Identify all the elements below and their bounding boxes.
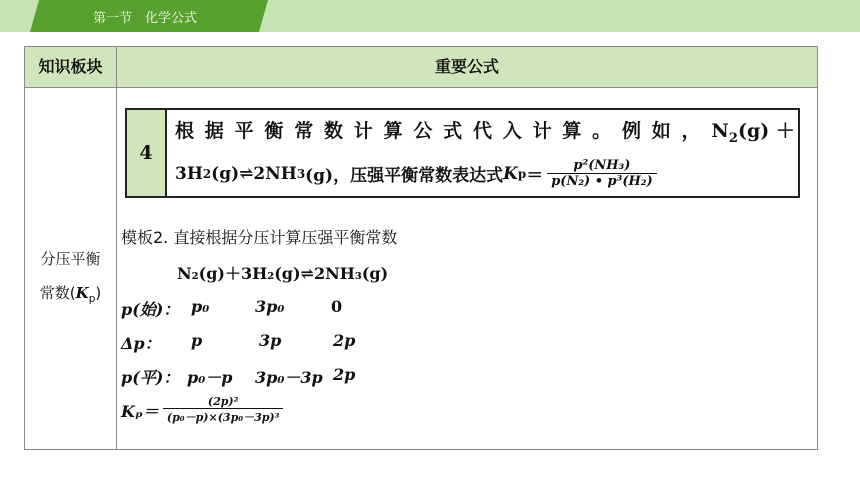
step-line1-char: 入 — [502, 120, 522, 142]
row-start-label: p(始)： — [121, 300, 180, 319]
step-number: 4 — [127, 110, 167, 196]
column-divider — [116, 47, 117, 449]
step-line1-char: 常 — [294, 120, 314, 142]
step-line2 — [175, 158, 657, 189]
formula-table — [24, 46, 818, 450]
step-line1-char: 例 — [621, 120, 641, 142]
row-eq-v2: 3p₀－3p — [255, 368, 323, 387]
row-delta-label: Δp： — [121, 334, 161, 353]
l2-kp: K — [503, 163, 518, 184]
step-line1-char: ， — [681, 120, 701, 142]
l2-c: (g)，压强平衡常数表达式 — [305, 166, 504, 186]
step-line1-char: 数 — [323, 120, 343, 142]
l2-a-sub: 2 — [202, 166, 212, 181]
l2-b-sub: 3 — [296, 166, 306, 181]
step-line1-char: 计 — [353, 120, 373, 142]
l2-eq: ＝ — [526, 166, 544, 186]
l2-b: (g)⇌2NH — [211, 163, 297, 184]
kp-label: Kₚ＝ — [121, 401, 159, 421]
table-header-row — [25, 47, 817, 88]
step-line1-formula — [711, 116, 795, 146]
step-line1-char: 平 — [234, 120, 254, 142]
kp-formula-fraction — [163, 395, 284, 425]
template-reaction: N₂(g)＋3H₂(g)⇌2NH₃(g) — [177, 264, 389, 283]
step-line1 — [175, 116, 795, 146]
step-line1-char: 据 — [204, 120, 224, 142]
step-line1-char: 衡 — [264, 120, 284, 142]
l2-a: 3H — [175, 163, 203, 184]
kp-fraction-den: p(N₂) • p³(H₂) — [547, 173, 656, 189]
kp-formula — [121, 395, 283, 425]
step-line1-char: 公 — [413, 120, 433, 142]
step-line1-char: 算 — [383, 120, 403, 142]
row-eq-label: p(平)： — [121, 368, 180, 387]
row-delta-v2: 3p — [259, 331, 282, 350]
n2-symbol: N — [711, 120, 729, 142]
kp-formula-num: (2p)² — [207, 395, 239, 408]
l2-kp-sub: p — [517, 166, 527, 181]
step-line1-char: 式 — [443, 120, 463, 142]
section-title: 第一节 化学公式 — [93, 11, 198, 26]
n2-tail: (g) ＋ — [737, 120, 795, 142]
kp-formula-den: (p₀－p)×(3p₀－3p)³ — [163, 408, 284, 425]
row-label — [25, 242, 116, 316]
top-banner — [0, 0, 860, 32]
row-label-line1: 分压平衡 — [40, 250, 101, 268]
row-delta-v3: 2p — [333, 331, 356, 350]
row-eq-v3: 2p — [333, 365, 356, 384]
step-box — [125, 108, 800, 198]
n2-sub: 2 — [728, 130, 738, 146]
template-title: 模板2. 直接根据分压计算压强平衡常数 — [121, 228, 398, 247]
step-line1-char: 算 — [562, 120, 582, 142]
row-start-v3: 0 — [331, 297, 343, 316]
row-start-v1: p₀ — [191, 297, 210, 316]
step-line1-char: 代 — [472, 120, 492, 142]
step-line1-char: 计 — [532, 120, 552, 142]
step-line1-char: 根 — [175, 120, 195, 142]
row-eq-v1: p₀－p — [187, 368, 233, 387]
step-line1-char: 。 — [592, 120, 612, 142]
row-start-v2: 3p₀ — [255, 297, 285, 316]
kp-fraction-num: p²(NH₃) — [573, 158, 631, 173]
step-line1-char: 如 — [651, 120, 671, 142]
col-header-knowledge: 知识板块 — [38, 57, 103, 76]
row-delta-v1: p — [191, 331, 203, 350]
row-label-line2: 常数$(K_p)$ — [39, 284, 102, 305]
col-header-formula: 重要公式 — [434, 57, 499, 76]
kp-fraction — [547, 158, 656, 189]
